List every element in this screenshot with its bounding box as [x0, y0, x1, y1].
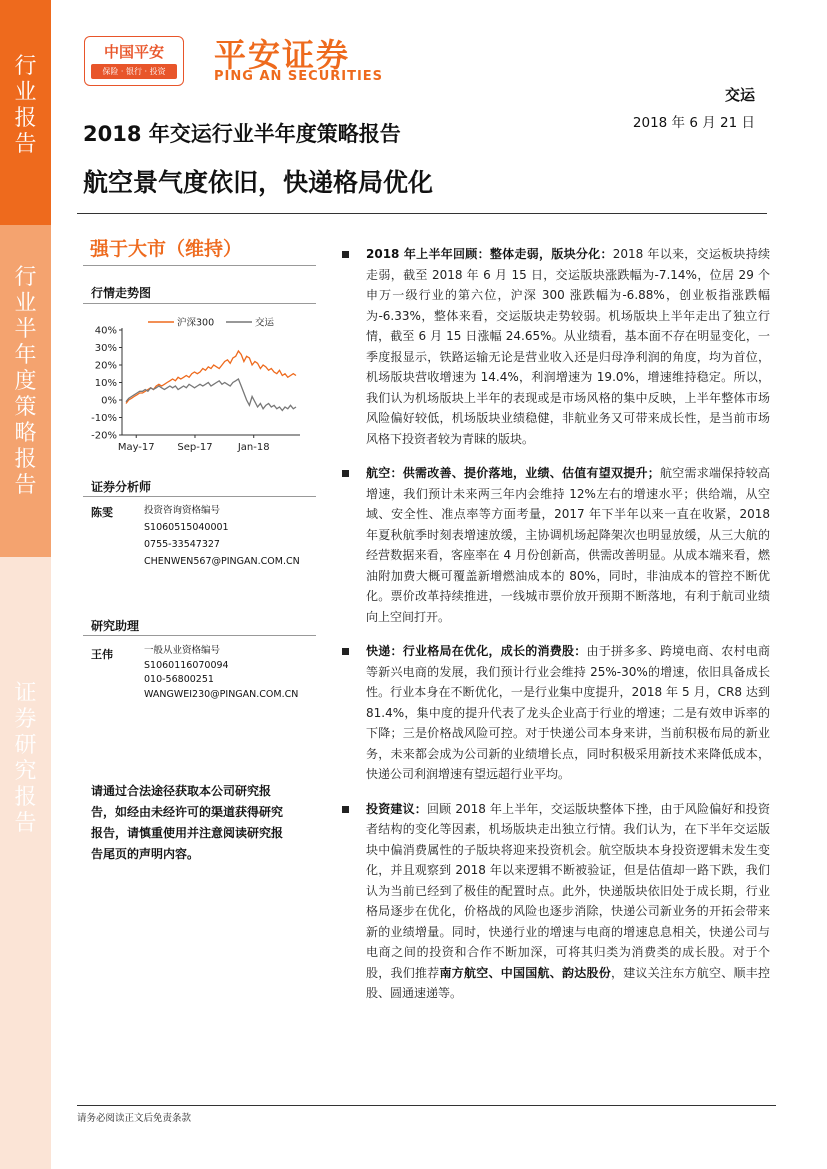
bullet-icon [342, 648, 349, 655]
sector-label: 交运 [724, 86, 755, 104]
y-tick-label: -10% [91, 413, 117, 424]
analyst-contact: 投资咨询资格编号 S1060515040001 0755-33547327 CHENWEN567@PINGAN.COM.CN [144, 505, 300, 567]
ping-an-logo-mark [84, 36, 184, 86]
bullet-icon [342, 806, 349, 813]
item-body: 航空需求端保持较高增速，我们预计未来两三年内会维持 12%左右的增速水平；供给端，从空域、安全性、准点率等方面考量，2017 年下半年以来一直在收紧，2018 年夏秋航季时刻表增速放缓，主协调机场起降架次也明显放缓，从三大航的经营数据来看，客座率在 4 月份创新高，供需改善明显。从成本端来看，燃油附加费大概可覆盖新增燃油成本的 80%，同时，非油成本的管控不断优化。票价改革持续推进，一线城市票价放开预期不断落地，有利于航司业绩向上空间打开。 [366, 466, 770, 624]
y-tick-label: 40% [94, 325, 117, 337]
list-item [340, 799, 770, 1004]
report-title: 2018 年交运行业半年度策略报告 [83, 122, 401, 146]
sidebar-block-research [0, 557, 51, 1169]
analyst-section-title: 证券分析师 [91, 480, 152, 494]
report-subtitle: 航空景气度依旧，快递格局优化 [83, 168, 434, 197]
y-tick-label: 0% [101, 395, 117, 407]
item-heading: 航空：供需改善、提价落地，业绩、估值有望双提升； [366, 466, 660, 480]
item-body: 回顾 2018 年上半年，交运版块整体下挫，由于风险偏好和投资者结构的变化等因素，机场版块走出独立行情。我们认为，在下半年交运版块中偏消费属性的子版块将迎来投资机会。航空版块本身投资逻辑未发生变化，并且观察到 2018 年以来逻辑不断被验证，但是估值却一路下跌，我们认为当前已经到了极佳的配置时点。此外，快递版块依旧处于成长期，行业格局逐步在优化，价格战的风险也逐步消除，快递公司新业务的开拓会带来新的业绩增量。同时，快递行业的增速与电商的增速息息相关，快递公司与电商之间的投资和合作不断加深，可将其归类为消费类的成长股。对于个股，我们推荐 [366, 801, 770, 980]
analyst-name: 陈雯 [91, 506, 113, 519]
bullet-icon [342, 470, 349, 477]
y-tick-label: 10% [94, 378, 117, 389]
market-trend-chart [86, 310, 308, 460]
chart-section-divider [83, 303, 316, 304]
y-tick-label: 30% [94, 343, 117, 354]
assistant-section-divider [83, 635, 316, 636]
logo-mark-subtitle: 保险 · 银行 · 投资 [102, 67, 166, 76]
list-item [340, 244, 770, 449]
series-line-transport [126, 379, 296, 411]
rating-label: 强于大市（维持） [90, 238, 243, 260]
sidebar-label-industry-report: 行 业 报 告 [14, 54, 37, 157]
chart-section-title: 行情走势图 [91, 286, 152, 300]
item-heading: 2018 年上半年回顾：整体走弱，版块分化： [366, 247, 613, 261]
report-date: 2018 年 6 月 21 日 [632, 115, 755, 131]
x-tick-label: Jan-18 [237, 442, 270, 453]
logo-mark-text: 中国平安 [103, 43, 164, 61]
assistant-name: 王伟 [91, 648, 113, 661]
item-highlight: 南方航空、中国国航、韵达股份 [439, 965, 611, 980]
bullet-icon [342, 251, 349, 258]
left-sidebar [0, 0, 51, 1169]
series-line-hs300 [126, 351, 296, 404]
y-tick-label: -20% [91, 430, 117, 442]
footer-disclaimer: 请务必阅读正文后免责条款 [77, 1113, 192, 1124]
sidebar-block-report-type [0, 0, 51, 225]
legend-label: 交运 [255, 317, 275, 329]
assistant-contact: 一般从业资格编号 S1060116070094 010-56800251 WANGWEI230@PINGAN.COM.CN [144, 645, 299, 700]
x-tick-label: May-17 [117, 442, 155, 453]
list-item [340, 641, 770, 785]
sidebar-label-strategy-report: 行 业 半 年 度 策 略 报 告 [14, 265, 37, 498]
item-heading: 快递：行业格局在优化，成长的消费股： [366, 644, 587, 658]
item-heading: 投资建议： [366, 801, 427, 816]
item-body: 由于拼多多、跨境电商、农村电商等新兴电商的发展，我们预计行业会维持 25%-30%的增速，依旧具备成长性。行业本身在不断优化，一是行业集中度提升，2018 年 5 月，CR8 达到 81.4%，集中度的提升代表了龙头企业高于行业的增速；二是有效申诉率的下降；三是价格战风险可控。对于快递公司本身来讲，当前积极布局的新业务，未来都会成为公司新的业绩增长点，同时积极采用新技术来降低成本，快递公司利润增速有望远超行业平均。 [366, 644, 770, 781]
disclaimer-notice: 请通过合法途径获取本公司研究报告，如经由未经许可的渠道获得研究报告，请慎重使用并注意阅读研究报告尾页的声明内容。 [91, 784, 284, 861]
y-tick-label: 20% [94, 360, 117, 372]
x-tick-label: Sep-17 [177, 442, 213, 453]
assistant-section-title: 研究助理 [91, 619, 140, 633]
logo-mark-bar [91, 64, 177, 79]
brand-name-en: PING AN SECURITIES [214, 69, 384, 84]
header-divider [77, 213, 767, 214]
item-tail: ，建议关注东方航空、顺丰控股、圆通速递等。 [366, 965, 770, 1000]
main-content [340, 244, 770, 1018]
list-item [340, 463, 770, 627]
sidebar-label-research-report: 证 券 研 究 报 告 [14, 681, 37, 836]
legend-label: 沪深300 [177, 317, 215, 329]
item-body: 2018 年以来，交运板块持续走弱，截至 2018 年 6 月 15 日，交运版块涨跌幅为-7.14%，位居 29 个申万一级行业的第六位，沪深 300 涨跌幅为-6.88%，创业板指涨跌幅为-6.33%，整体来看，交运版块走势较弱。机场版块上半年走出了独立行情，截至 6 月 15 日涨幅 24.65%。从业绩看，基本面不存在明显变化，一季度报显示，铁路运输无论是营业收入还是归母净利润的角度，均为首位，机场版块营收增速为 14.4%，利润增速为 19.0%，增速维持稳定。所以，我们认为机场版块上半年的表现或是市场风格的集中反映，上半年整体市场风险偏好较低，机场版块业绩稳健，非航业务又可带来成长性，是当前市场风格下投资者较为青睐的版块。 [366, 247, 770, 446]
brand-name-cn: 平安证券 [214, 36, 351, 74]
analyst-section-divider [83, 496, 316, 497]
footer-divider [77, 1105, 776, 1106]
rating-divider [83, 265, 316, 266]
sidebar-block-strategy [0, 225, 51, 557]
chart-svg [86, 310, 308, 460]
